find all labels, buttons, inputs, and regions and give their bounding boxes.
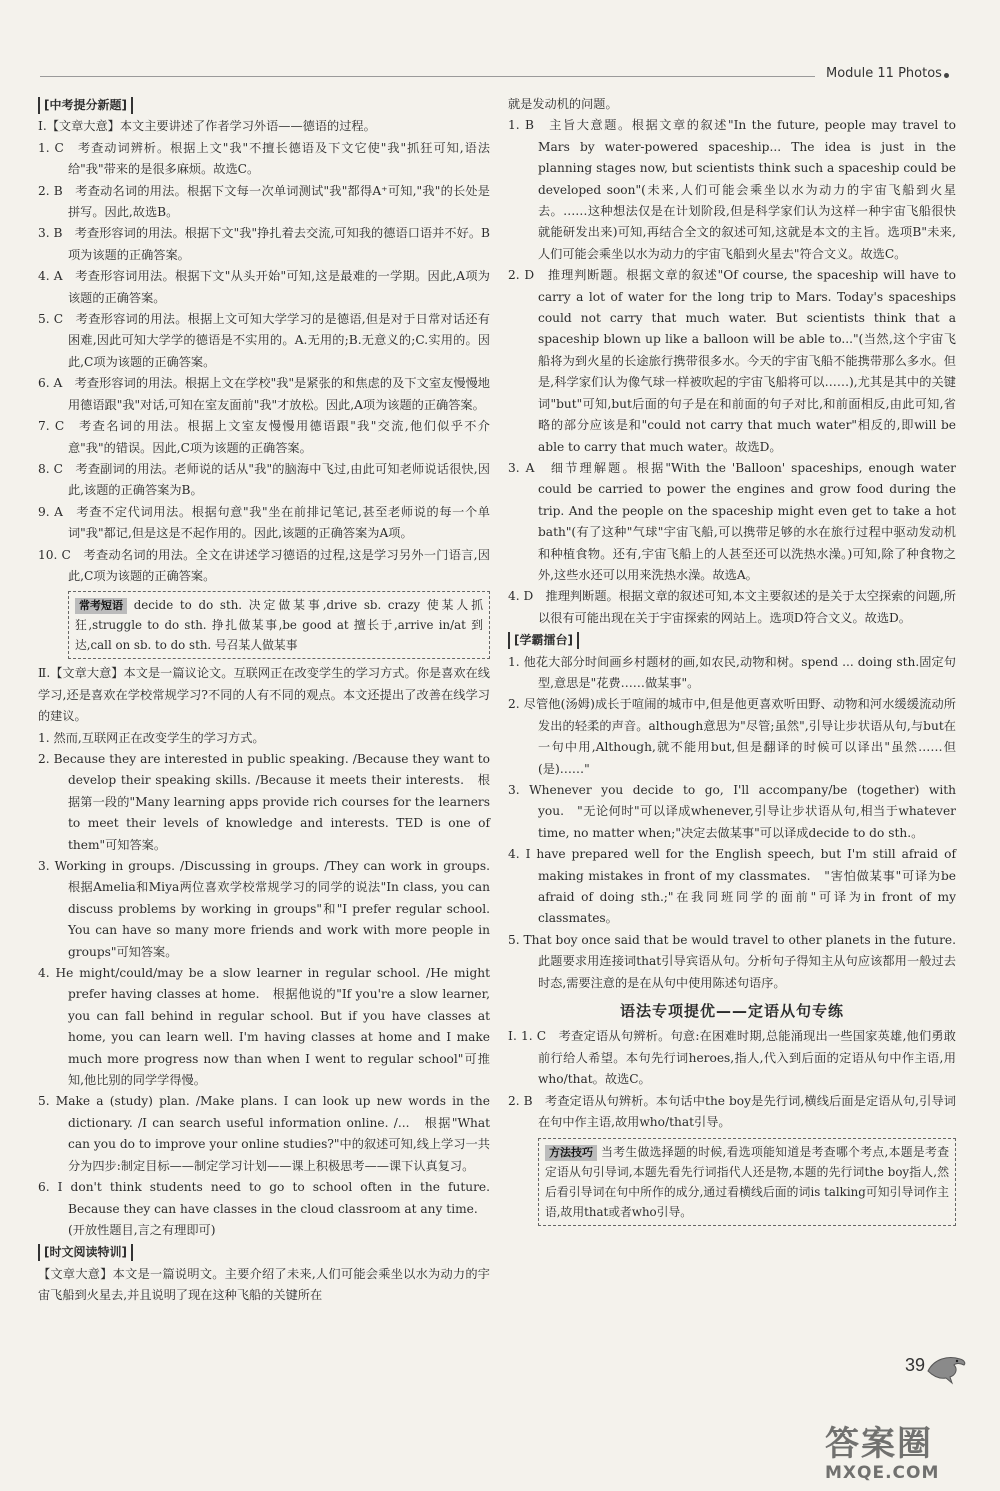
answer-item: 8. C 考查副词的用法。老师说的话从"我"的脑海中飞过,由此可知老师说话很快,因此,该题的正确答案为B。 <box>38 461 490 498</box>
answer-item: 5. C 考查形容词的用法。根据上文可知大学学习的是德语,但是对于日常对话还有困难,因此可知大学学的德语是不实用的。A.无用的;B.无意义的;C.实用的。因此,C项为该题的正确答案。 <box>38 312 490 369</box>
answer-item: 1. 他花大部分时间画乡村题材的画,如农民,动物和树。spend ... doing sth.固定句型,意思是"花费……做某事"。 <box>508 654 956 690</box>
tip-tag: 方法技巧 <box>545 1145 597 1161</box>
answer-item: 4. He might/could/may be a slow learner in regular school. /He might prefer having classes at home. 根据他说的"If you're a slow learner, you can fall behind in regular school. But if you have classes at home, you can learn well. I'm having classes at home and I make much more progress now than when I went to regular school"可推知,他比别的同学学得慢。 <box>38 966 490 1088</box>
answer-item: 6. A 考查形容词的用法。根据上文在学校"我"是紧张的和焦虑的及下文室友慢慢地用德语跟"我"对话,可知在室友面前"我"才放松。因此,A项为该题的正确答案。 <box>38 376 490 412</box>
answer-item: 5. Make a (study) plan. /Make plans. I can look up new words in the dictionary. /I can search useful information online. /... 根据"What can you do to improve your online studies?"中的叙述可知,线上学习一共分为四步:制定目标——制定学习计划——课上积极思考——课下认真复习。 <box>38 1094 490 1173</box>
answer-item: 1. C 考查动词辨析。根据上文"我"不擅长德语及下文它使"我"抓狂可知,语法给"我"带来的是很多麻烦。故选C。 <box>38 140 490 177</box>
answer-item: 9. A 考查不定代词用法。根据句意"我"坐在前排记笔记,甚至老师说的每一个单词"我"都记,但是这是不起作用的。因此,该题的正确答案为A项。 <box>38 504 490 541</box>
right-column <box>508 94 969 1230</box>
answer-item: 2. B 考查动名词的用法。根据下文每一次单词测试"我"都得A⁺可知,"我"的长处是拼写。因此,故选B。 <box>38 183 490 220</box>
answer-item: 1. 然而,互联网正在改变学生的学习方式。 <box>38 730 265 745</box>
site-watermark <box>825 1425 995 1487</box>
section-tag-reading: [时文阅读特训] <box>38 1244 133 1261</box>
answer-item: 2. B 考查定语从句辨析。本句话中the boy是先行词,横线后面是定语从句,引导词在句中作主语,故用who/that引导。 <box>508 1093 956 1130</box>
section-tag-zhongkao: [中考提分新题] <box>38 97 133 114</box>
tip-text: decide to do sth. 决定做某事,drive sb. crazy 使某人抓狂,struggle to do sth. 挣扎做某事,be good at 擅长于,arrive in/at 到达,call on sb. to do sth. 号召某人做某事 <box>75 598 483 653</box>
tip-text: 当考生做选择题的时候,看选项能知道是考查哪个考点,本题是考查定语从句引导词,本题先看先行词指代人还是物,本题的先行词the boy指人,然后看引导词在句中所作的成分,通过看横线后面的词is talking可知引导词作主语,故用that或者who引导。 <box>545 1144 949 1219</box>
module-title: Module 11 Photos <box>826 66 942 81</box>
answer-item: 3. B 考查形容词的用法。根据下文"我"挣扎着去交流,可知我的德语口语并不好。B项为该题的正确答案。 <box>38 226 490 262</box>
continued-text: 就是发动机的问题。 <box>508 97 618 111</box>
watermark-sub: MXQE.COM <box>825 1463 940 1483</box>
phrase-tip-box <box>68 591 490 659</box>
open-question-note: (开放性题目,言之有理即可) <box>68 1222 216 1237</box>
answer-item: 10. C 考查动名词的用法。全文在讲述学习德语的过程,这是学习另外一门语言,因此,C项为该题的正确答案。 <box>38 547 490 583</box>
tip-tag: 常考短语 <box>75 598 127 614</box>
answer-item: 4. A 考查形容词用法。根据下文"从头开始"可知,这是最难的一学期。因此,A项为该题的正确答案。 <box>38 269 490 305</box>
header-rule <box>40 76 815 77</box>
left-column <box>38 94 503 1307</box>
grammar-section-title: 语法专项提优——定语从句专练 <box>619 1002 844 1021</box>
answer-item: 3. Working in groups. /Discussing in groups. /They can work in groups. 根据Amelia和Miya两位喜欢学校常规学习的同学的说法"In class, you can discuss problems by working in groups"和"I prefer regular school. You can have so many more friends and work with more people in groups"可知答案。 <box>38 859 503 959</box>
answer-item: 3. A 细节理解题。根据"With the 'Balloon' spaceships, enough water could be carried to power the engines and grow food during the trip. And the people on the spaceship might even get to take a hot bath"(有了这种"气球"宇宙飞船,可以携带足够的水在旅行过程中驱动发动机和种植食物。还有,宇宙飞船上的人甚至还可以洗热水澡。)可知,除了种食物之外,这些水还可以用来洗热水澡。故选A。 <box>508 460 956 582</box>
dolphin-icon <box>924 1345 968 1389</box>
answer-item: 5. That boy once said that be would travel to other planets in the future. 此题要求用连接词that引导宾语从句。分析句子得知主从句应该都用一般过去时态,需要注意的是在从句中使用陈述句语序。 <box>508 932 969 990</box>
header-dot <box>944 73 949 78</box>
answer-item: 3. Whenever you decide to go, I'll accompany/be (together) with you. "无论何时"可以译成whenever,引导让步状语从句,相当于whatever time, no matter when;"决定去做某事"可以译成decide to do sth.。 <box>508 783 956 840</box>
passage-summary: Ⅱ.【文章大意】本文是一篇议论文。互联网正在改变学生的学习方式。你是喜欢在线学习,还是喜欢在学校常规学习?不同的人有不同的观点。本文还提出了改善在线学习的建议。 <box>38 666 490 724</box>
page-number: 39 <box>905 1355 926 1375</box>
answer-item: 2. 尽管他(汤姆)成长于喧闹的城市中,但是他更喜欢听田野、动物和河水缓缓流动所发出的轻柔的声音。although意思为"尽管;虽然",引导让步状语从句,与but在一句中用,Although,就不能用but,但是翻译的时候可以译出"虽然……但(是)……" <box>508 697 956 776</box>
answer-item: 4. D 推理判断题。根据文章的叙述可知,本文主要叙述的是关于太空探索的问题,所以很有可能出现在关于宇宙探索的网站上。选项D符合文义。故选D。 <box>508 589 956 625</box>
passage-summary: 【文章大意】本文是一篇说明文。主要介绍了未来,人们可能会乘坐以水为动力的宇宙飞船到火星去,并且说明了现在这种飞船的关键所在 <box>38 1266 490 1303</box>
answer-item: Ⅰ. 1. C 考查定语从句辨析。句意:在困难时期,总能涌现出一些国家英雄,他们勇敢前行给人希望。本句先行词heroes,指人,代入到后面的定语从句中作主语,用who/that。故选C。 <box>508 1029 956 1087</box>
answer-item: 2. D 推理判断题。根据文章的叙述"Of course, the spaceship will have to carry a lot of water for the long trip to Mars. Today's spaceships could not carry that much water. But scientists think that a spaceship blown up like a balloon will be able to..."(当然,这个宇宙飞船将为到火星的长途旅行携带很多水。今天的宇宙飞船不能携带那么多水。但是,科学家们认为像气球一样被吹起的宇宙飞船将可以……),尤其是其中的关键词"but"可知,but后面的句子是在和前面的句子对比,和前面相反,由此可知,省略的部分应该是和"could not carry that much water"相反的,即will be able to carry that much water。故选D。 <box>508 268 956 454</box>
answer-item: 1. B 主旨大意题。根据文章的叙述"In the future, people may travel to Mars by water-powered spaceship... The idea is just in the planning stages now, but scientists think such a spaceship could be developed soon"(未来,人们可能会乘坐以水为动力的宇宙飞船到火星去。……这种想法仅是在计划阶段,但是科学家们认为这样一种宇宙飞船很快就能研发出来)可知,再结合全文的叙述可知,这就是本文的主旨。选项B"未来,人们可能会乘坐以水为动力的宇宙飞船到火星去"符合文义。故选C。 <box>508 118 956 261</box>
answer-item: 7. C 考查名词的用法。根据上文室友慢慢用德语跟"我"交流,他们似乎不介意"我"的错误。因此,C项为该题的正确答案。 <box>38 419 490 455</box>
section-tag-xueba: [学霸擂台] <box>508 632 579 649</box>
method-tip-box <box>538 1138 956 1226</box>
answer-item: 4. I have prepared well for the English speech, but I'm still afraid of making mistakes in front of my classmates. "害怕做某事"可译为be afraid of doing sth.;"在我同班同学的面前"可译为in front of my classmates。 <box>508 847 956 926</box>
answer-item: 2. Because they are interested in public speaking. /Because they want to develop their speaking skills. /Because it meets their interests. 根据第一段的"Many learning apps provide rich courses for the learners to meet their levels of knowledge and interests. TED is one of them"可知答案。 <box>38 751 490 852</box>
answer-item: 6. I don't think students need to go to school often in the future. Because they can have classes in the cloud classroom at any time. <box>38 1180 490 1216</box>
watermark-main: 答案圈 <box>825 1424 933 1464</box>
passage-summary: Ⅰ.【文章大意】本文主要讲述了作者学习外语——德语的过程。 <box>38 119 376 134</box>
